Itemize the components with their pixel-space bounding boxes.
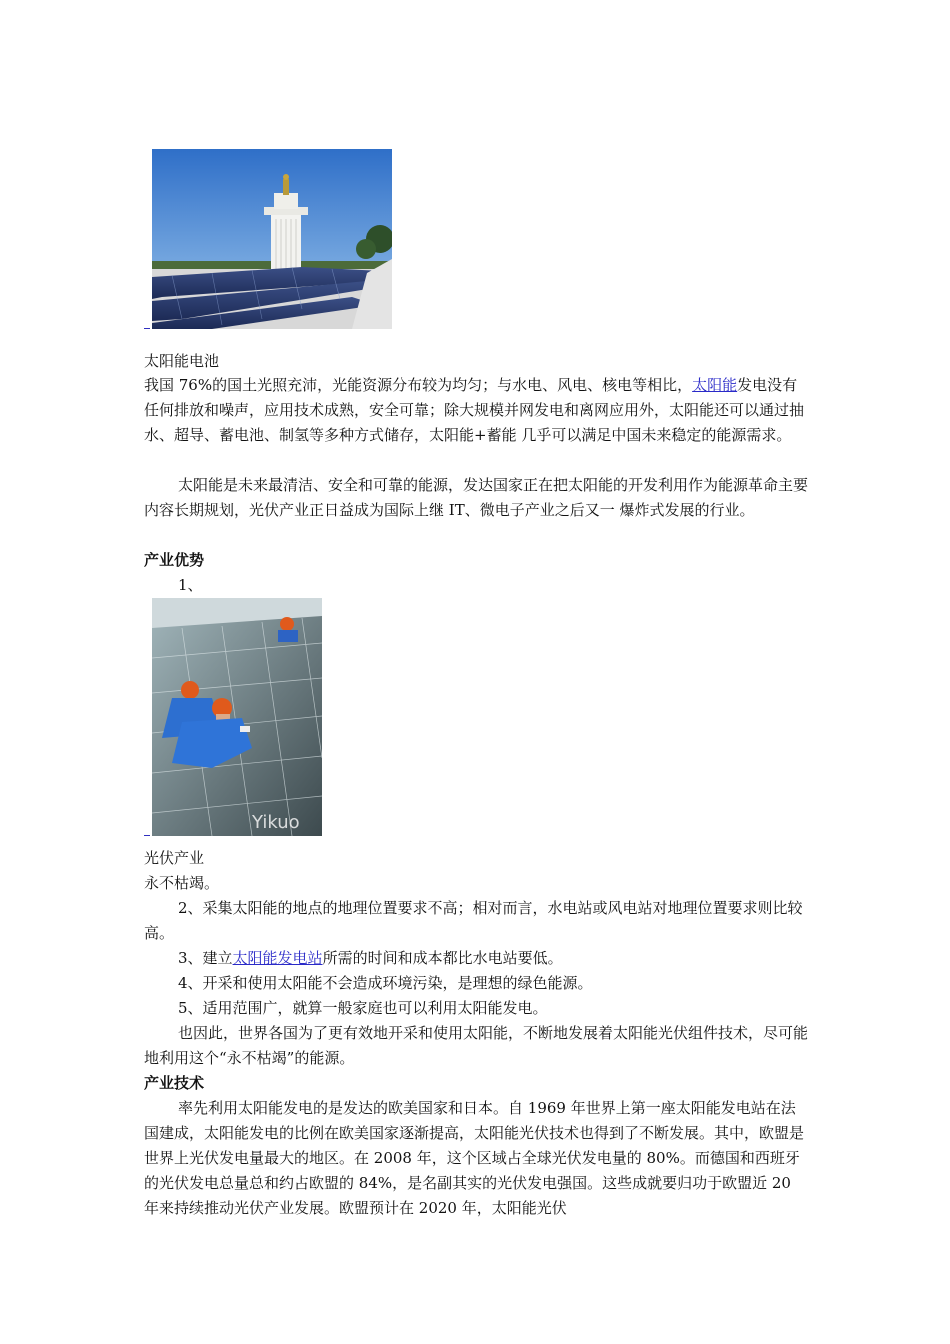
list-item-2: 2、采集太阳能的地点的地理位置要求不高；相对而言，水电站或风电站对地理位置要求则比较高。 — [144, 899, 803, 942]
paragraph-4: 率先利用太阳能发电的是发达的欧美国家和日本。自 1969 年世界上第一座太阳能发电站在法国建成，太阳能发电的比例在欧美国家逐渐提高，太阳能光伏技术也得到了不断发展。其中，欧盟是世界上光伏发电量最大的地区。在 2008 年，这个区域占全球光伏发电量的 80%。而德国和西班牙的光伏发电总量总和约占欧盟的 84%，是名副其实的光伏发电强国。这些成就要归功于欧盟近 20 年来持续推动光伏产业发展。欧盟预计在 2020 年，太阳能光伏 — [144, 1099, 805, 1217]
image-link-anchor[interactable] — [144, 328, 150, 329]
list-item-1-text: 永不枯竭。 — [144, 874, 220, 892]
list-item-5: 5、适用范围广，就算一般家庭也可以利用太阳能发电。 — [178, 999, 548, 1017]
list-item-4: 4、开采和使用太阳能不会造成环境污染，是理想的绿色能源。 — [178, 974, 593, 992]
solar-energy-link[interactable]: 太阳能 — [692, 376, 738, 394]
paragraph-1 — [144, 373, 808, 448]
list-item-3 — [144, 946, 808, 971]
solar-power-station-link[interactable]: 太阳能发电站 — [232, 949, 323, 967]
figure-caption: 太阳能电池 — [144, 352, 220, 370]
p1-text-start: 我国 76%的国土光照充沛，光能资源分布较为均匀；与水电、风电、核电等相比， — [144, 376, 693, 394]
list-item-1-number: 1、 — [178, 576, 203, 594]
item3-text-start: 3、建立 — [178, 949, 233, 967]
image-link-anchor[interactable] — [144, 835, 150, 836]
item3-text-end: 所需的时间和成本都比水电站要低。 — [322, 949, 563, 967]
photo-watermark: Yikuo — [252, 812, 300, 833]
workers-solar-panels-photo — [152, 598, 322, 836]
section-heading-technology: 产业技术 — [144, 1074, 205, 1092]
paragraph-2: 太阳能是未来最清洁、安全和可靠的能源，发达国家正在把太阳能的开发利用作为能源革命主要内容长期规划，光伏产业正日益成为国际上继 IT、微电子产业之后又一 爆炸式发展的行业。 — [144, 476, 809, 519]
solar-capitol-photo — [152, 149, 392, 329]
section-heading-advantages: 产业优势 — [144, 551, 205, 569]
p1-text-end: 发电没有任何排放和噪声，应用技术成熟，安全可靠；除大规模并网发电和离网应用外，太阳能还可以通过抽水、超导、蓄电池、制氢等多种方式储存，太阳能+蓄能 几乎可以满足中国未来稳定的能源需求。 — [144, 376, 805, 444]
figure-caption: 光伏产业 — [144, 849, 205, 867]
paragraph-3: 也因此，世界各国为了更有效地开采和使用太阳能，不断地发展着太阳能光伏组件技术，尽可能地利用这个“永不枯竭”的能源。 — [144, 1024, 809, 1067]
